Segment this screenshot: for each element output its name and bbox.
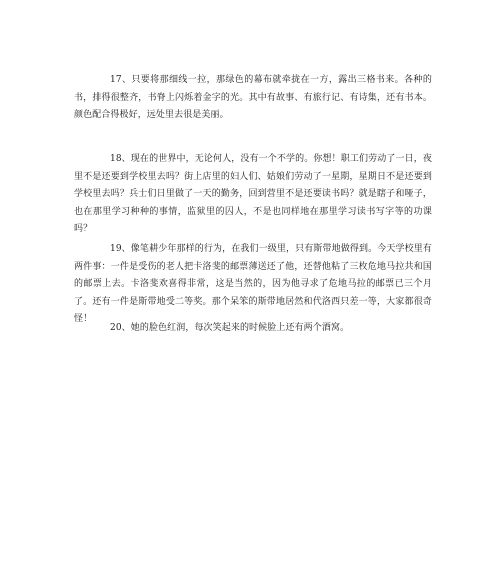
paragraph-17: 17、只要将那细线一拉，那绿色的幕布就牵拢在一方，露出三格书来。各种的书，排得很整齐，书脊上闪烁着金字的光。其中有故事、有旅行记、有诗集，还有书本。颜色配合得极好，远处里去很是美丽。: [74, 75, 432, 120]
paragraph-19: 19、像笔耕少年那样的行为，在我们一级里，只有斯带地做得到。今天学校里有两件事：一件是受伤的老人把卡洛斐的邮票薄送还了他，还替他粘了三枚危地马拉共和国的邮票上去。卡洛斐欢喜得非常，这是当然的，因为他寻求了危地马拉的邮票已三个月了。还有一件是斯带地受二等奖。那个呆笨的斯带地居然和代洛西只差一等，大家都很奇怪！: [74, 244, 432, 324]
paragraph-20: 20、她的脸色红润，每次笑起来的时候脸上还有两个酒窝。: [110, 323, 350, 333]
paragraph-18: 18、现在的世界中，无论何人，没有一个不学的。你想！职工们劳动了一日，夜里不是还要到学校里去吗？街上店里的妇人们、姑娘们劳动了一星期，星期日不是还要到学校里去吗？兵士们日里做了一天的勤务，回到营里不是还要读书吗？就是瞎子和哑子，也在那里学习种种的事情，监狱里的囚人，不是也同样地在那里学习读书写字等的功课吗？: [74, 154, 432, 234]
